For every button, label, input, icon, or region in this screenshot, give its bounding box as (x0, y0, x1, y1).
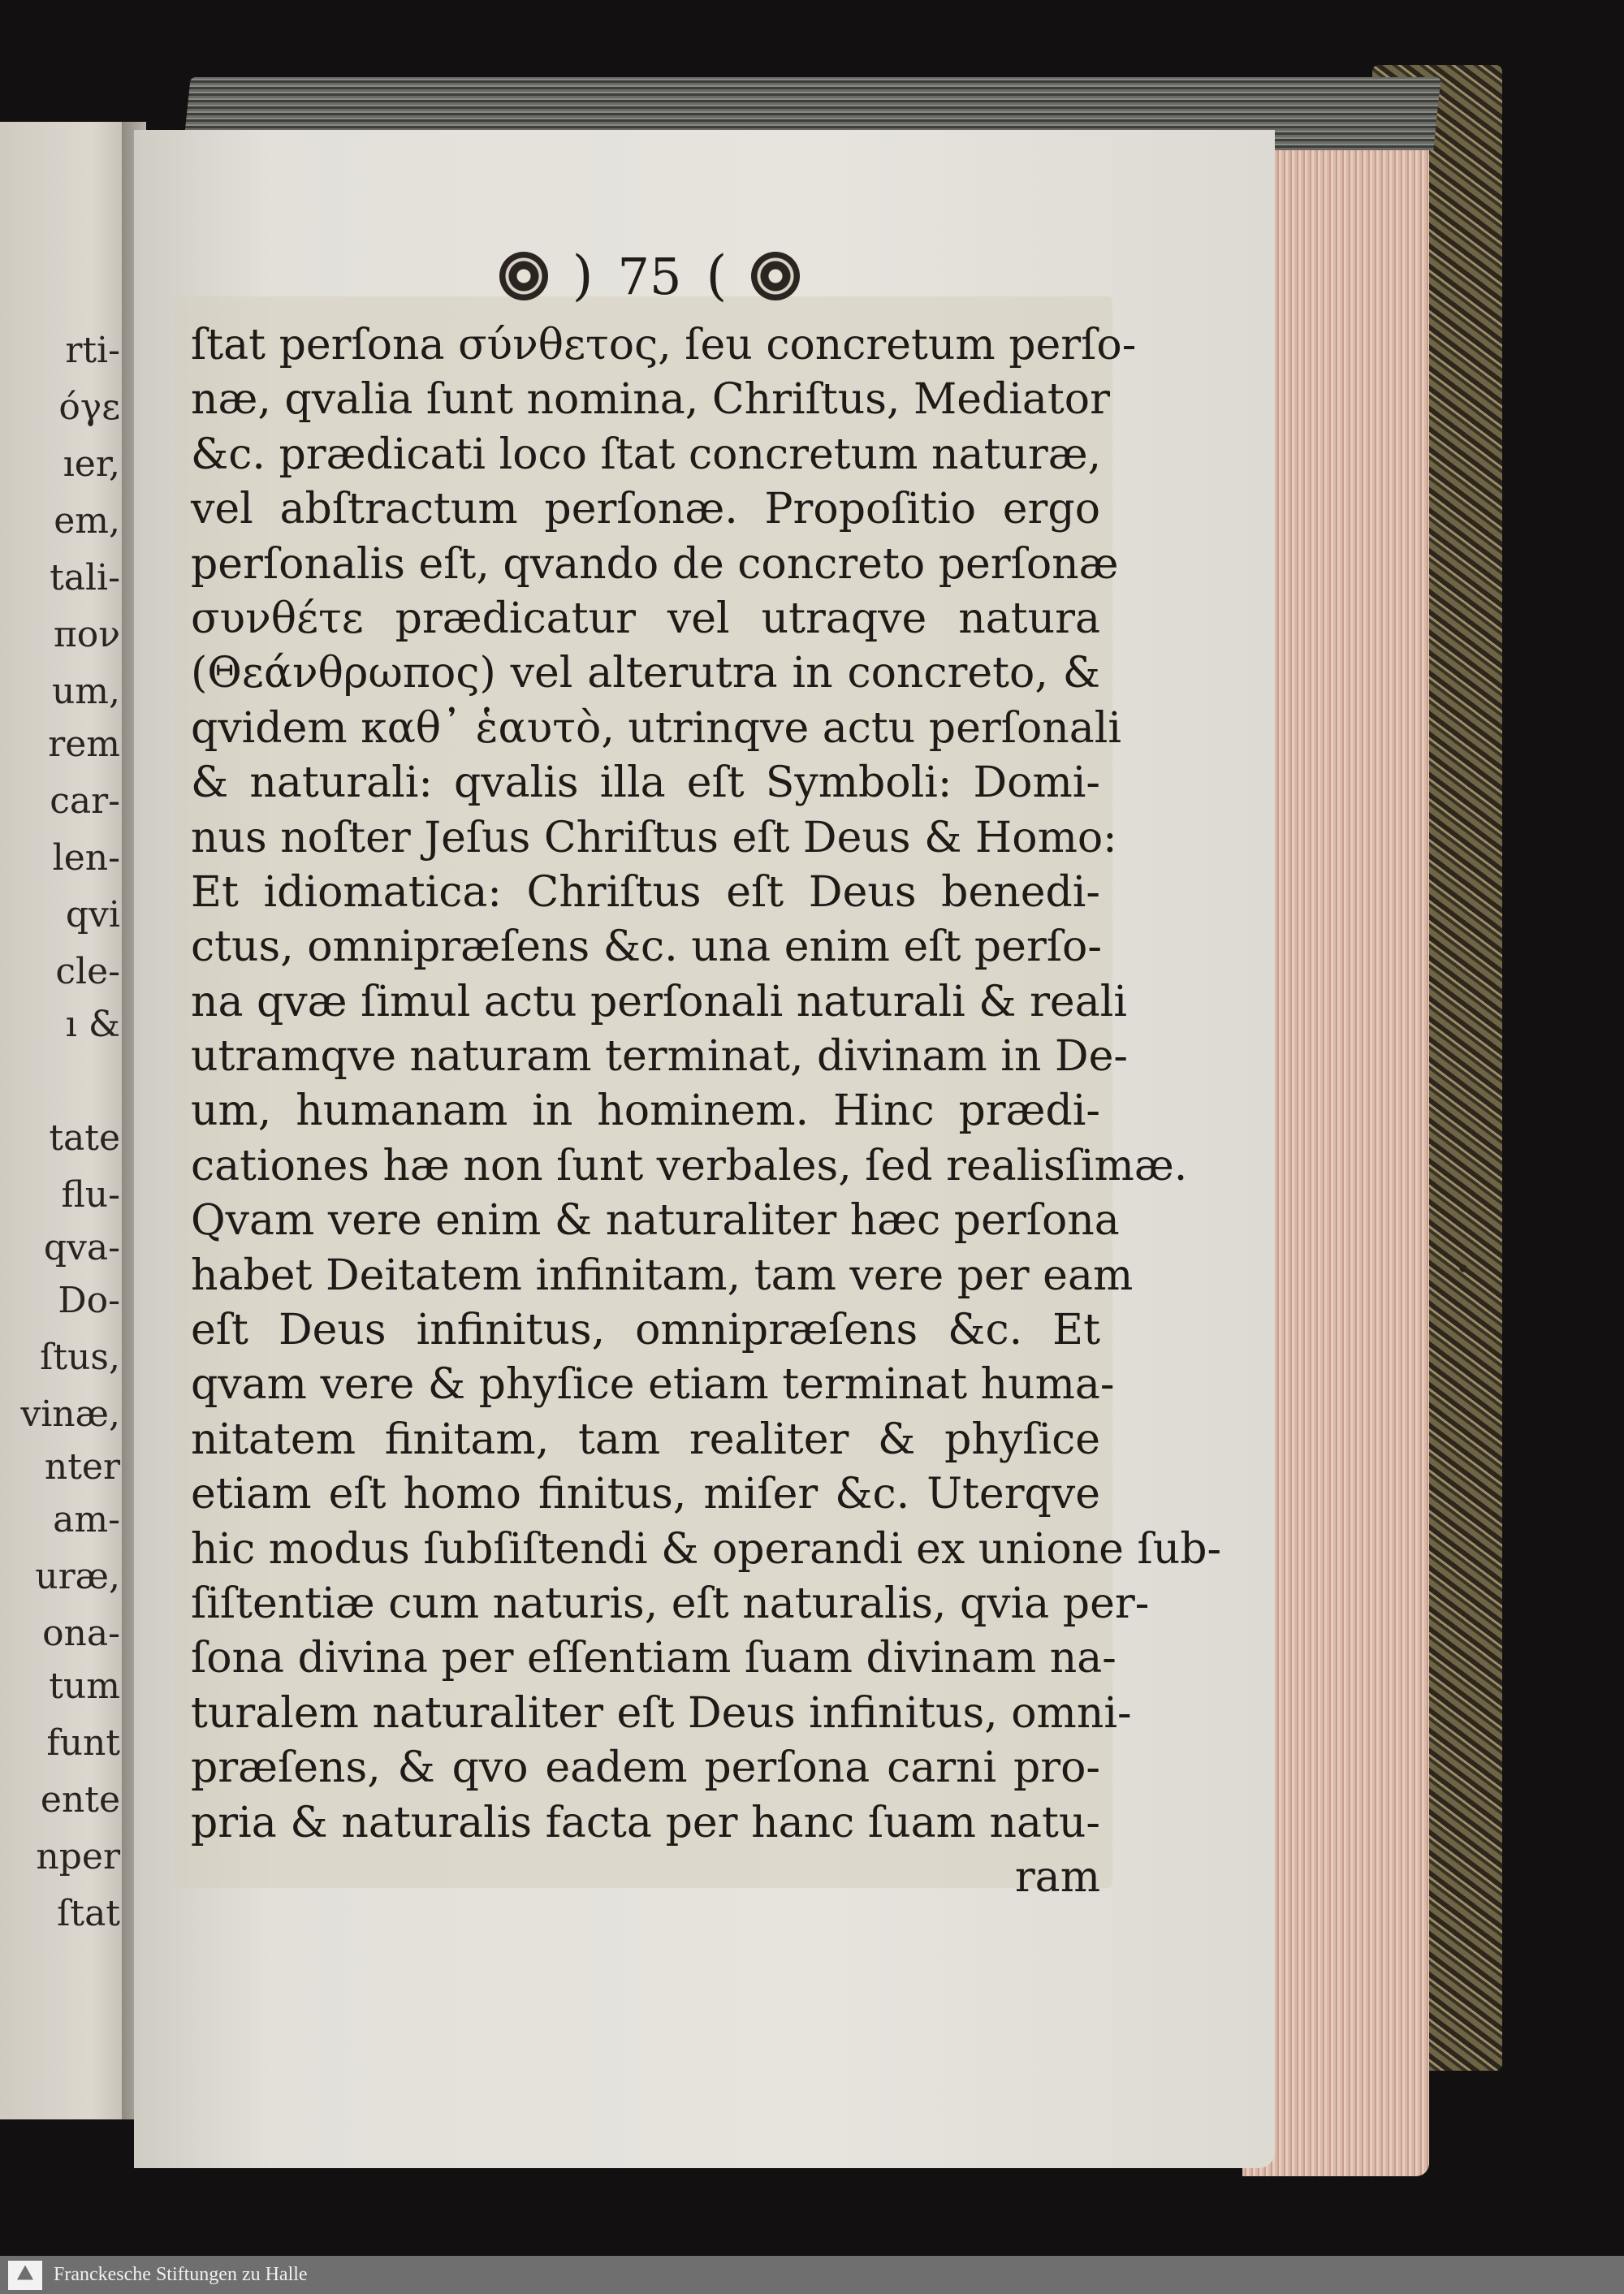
left-line: len- (52, 837, 120, 879)
text-line: na qvæ ſimul actu perſonali naturali & reali (191, 977, 1127, 1026)
text-line: (Θεάνθρωπος) vel alterutra in concreto, & (191, 649, 1100, 698)
left-line: em, (54, 500, 120, 542)
left-line: tali- (50, 557, 120, 598)
rosette-ornament-icon (751, 252, 800, 300)
text-line: ſona divina per eſſentiam ſuam divinam na- (191, 1634, 1116, 1683)
page-number: 75 (617, 246, 682, 306)
left-line: um, (51, 671, 120, 712)
catchword: ram (1014, 1852, 1100, 1902)
text-line: vel abſtractum perſonæ. Propoſitio ergo (191, 485, 1100, 534)
header-left-paren: ) (572, 244, 594, 307)
text-line: etiam eſt homo finitus, miſer &c. Uterqve (191, 1470, 1100, 1519)
text-line: um, humanam in hominem. Hinc prædi- (191, 1087, 1100, 1136)
left-line: πον (53, 614, 120, 655)
viewer-footer (0, 2256, 1624, 2294)
institution-name: Franckesche Stiftungen zu Halle (54, 2264, 308, 2285)
text-line: Et idiomatica: Chriſtus eſt Deus benedi- (191, 867, 1100, 917)
left-line: ſtat (57, 1893, 120, 1934)
page-body-text (191, 318, 1222, 1905)
left-line: ona- (42, 1613, 120, 1654)
text-line: ſiſtentiæ cum naturis, eſt naturalis, qvia per- (191, 1579, 1150, 1628)
text-line: hic modus ſubſiſtendi & operandi ex unione ſub- (191, 1524, 1222, 1574)
left-line: qvi (65, 894, 120, 935)
header-right-paren: ( (706, 244, 728, 307)
text-line: nitatem finitam, tam realiter & phyſice (191, 1415, 1100, 1464)
left-page (0, 122, 130, 2119)
left-line: uræ, (35, 1556, 120, 1597)
text-line: Qvam vere enim & naturaliter hæc perſona (191, 1196, 1120, 1246)
text-line: turalem naturaliter eſt Deus infinitus, omni- (191, 1688, 1132, 1738)
running-header (455, 244, 844, 309)
text-line: perſonalis eſt, qvando de concreto perſonæ (191, 539, 1119, 589)
left-line: flu- (61, 1174, 120, 1216)
left-line: όγε (58, 387, 120, 428)
text-line: utramqve naturam terminat, divinam in De- (191, 1032, 1128, 1082)
left-line: tum (49, 1665, 120, 1707)
left-line: rem (48, 724, 120, 765)
text-line: pria & naturalis facta per hanc ſuam natu- (191, 1798, 1100, 1847)
left-line: nter (44, 1446, 120, 1488)
left-line: rti- (65, 330, 120, 371)
left-line: nper (36, 1836, 120, 1877)
left-line: ente (40, 1779, 120, 1821)
text-line: & naturali: qvalis illa eſt Symboli: Domi- (191, 758, 1100, 808)
left-line: car- (50, 780, 120, 822)
institution-logo-icon (8, 2261, 42, 2290)
left-line: ı & (65, 1004, 120, 1045)
text-line: ſtat perſona σύνθετος, ſeu concretum perſo- (191, 321, 1137, 369)
left-line: am- (53, 1499, 120, 1540)
text-line: habet Deitatem infinitam, tam vere per eam (191, 1251, 1134, 1300)
text-line: næ, qvalia ſunt nomina, Chriſtus, Mediator (191, 375, 1110, 425)
left-line: funt (46, 1722, 120, 1764)
text-line: συνθέτε prædicatur vel utraqve natura (191, 594, 1100, 643)
left-line: ſtus, (40, 1337, 120, 1378)
left-line: Do- (58, 1280, 120, 1321)
left-line: qva- (43, 1227, 120, 1268)
text-line: qvam vere & phyſice etiam terminat huma- (191, 1360, 1115, 1410)
text-line: præſens, & qvo eadem perſona carni pro- (191, 1743, 1100, 1793)
text-line: ctus, omnipræſens &c. una enim eſt perſo- (191, 922, 1102, 972)
text-line: qvidem καθ᾽ ἑαυτὸ, utrinqve actu perſonali (191, 703, 1122, 753)
left-line: ıer, (63, 443, 120, 485)
left-line: tate (49, 1117, 120, 1159)
left-line: vinæ, (20, 1393, 120, 1435)
rosette-ornament-icon (499, 252, 548, 300)
text-line: &c. prædicati loco ſtat concretum naturæ, (191, 430, 1102, 479)
text-line: eſt Deus infinitus, omnipræſens &c. Et (191, 1306, 1100, 1355)
text-line: nus noſter Jeſus Chriſtus eſt Deus & Homo: (191, 813, 1117, 862)
text-line: cationes hæ non ſunt verbales, ſed realisſimæ. (191, 1141, 1188, 1190)
left-line: cle- (55, 951, 120, 992)
